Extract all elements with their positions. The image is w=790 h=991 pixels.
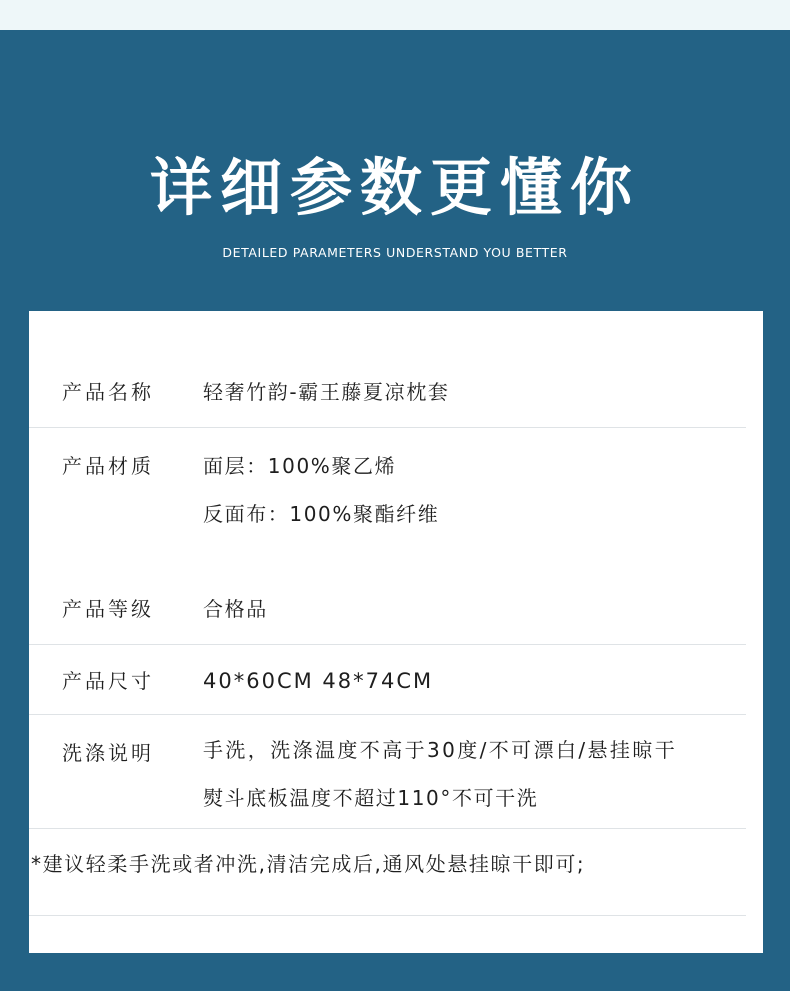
param-label-material: 产品材质 [62,454,154,478]
param-label-name: 产品名称 [62,380,154,404]
param-label-grade: 产品等级 [62,597,154,621]
param-value-name: 轻奢竹韵-霸王藤夏凉枕套 [203,380,450,404]
row-divider [29,915,746,916]
param-value-size: 40*60CM 48*74CM [203,669,434,693]
param-value-material-back: 反面布：100%聚酯纤维 [203,502,440,526]
param-value-material-face: 面层：100%聚乙烯 [203,454,397,478]
param-label-wash: 洗涤说明 [62,741,154,765]
page-subtitle: DETAILED PARAMETERS UNDERSTAND YOU BETTER [222,245,568,260]
row-divider [29,427,746,428]
row-divider [29,828,746,829]
page-title: 详细参数更懂你 [149,151,640,224]
param-value-grade: 合格品 [203,597,268,621]
row-divider [29,644,746,645]
param-value-wash-line1: 手洗，洗涤温度不高于30度/不可漂白/悬挂晾干 [203,738,678,762]
row-divider [29,714,746,715]
care-note: *建议轻柔手洗或者冲洗,清洁完成后,通风处悬挂晾干即可; [31,852,586,876]
param-label-size: 产品尺寸 [62,669,154,693]
param-value-wash-line2: 熨斗底板温度不超过110°不可干洗 [203,786,539,810]
top-strip [0,0,790,30]
